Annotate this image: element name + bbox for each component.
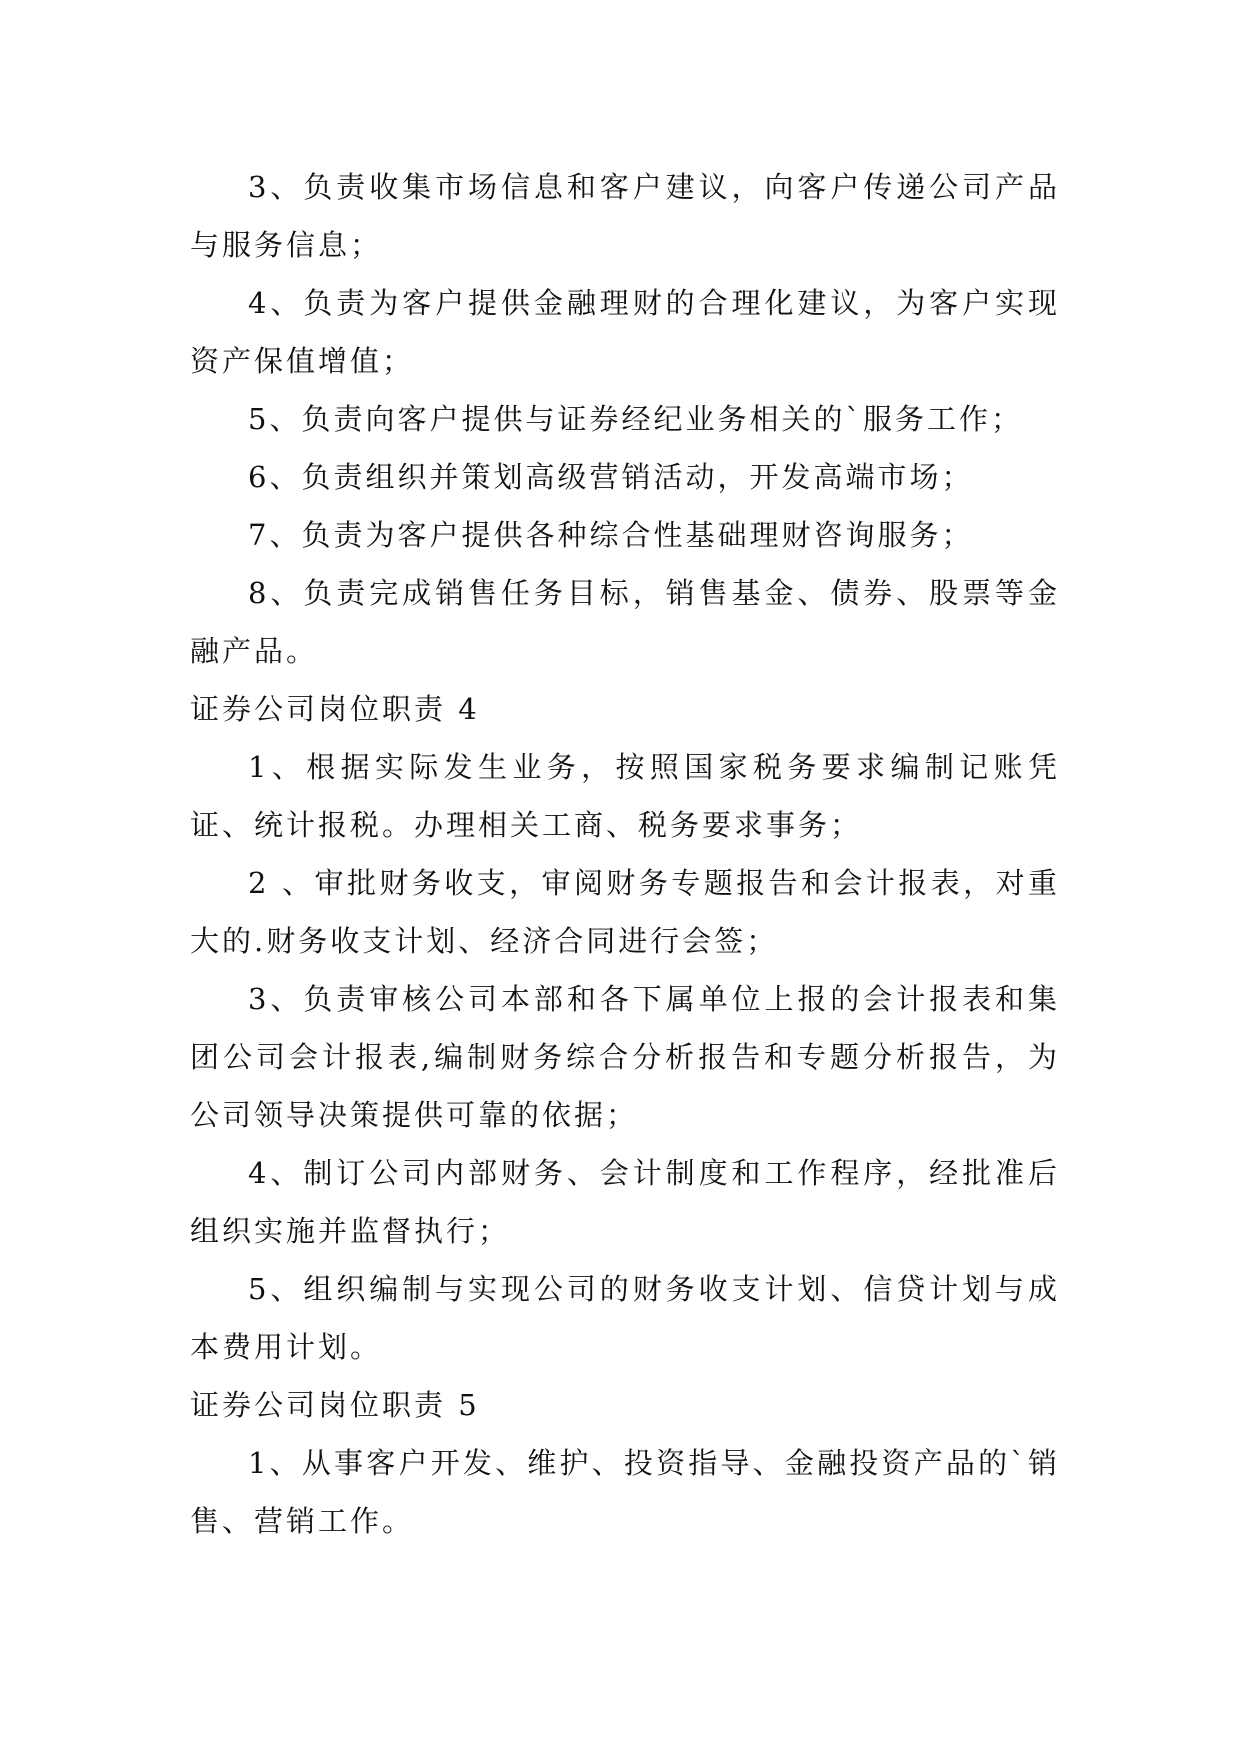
paragraph-item-4: 4、负责为客户提供金融理财的合理化建议，为客户实现资产保值增值； <box>190 286 1060 378</box>
paragraph-item-8: 8、负责完成销售任务目标，销售基金、债券、股票等金融产品。 <box>190 576 1060 668</box>
section-5-item-1: 1、从事客户开发、维护、投资指导、金融投资产品的`销售、营销工作。 <box>190 1446 1060 1538</box>
section-4-item-3: 3、负责审核公司本部和各下属单位上报的会计报表和集团公司会计报表,编制财务综合分析报告和专题分析报告，为公司领导决策提供可靠的依据； <box>190 982 1060 1132</box>
document-body <box>190 158 1060 1550</box>
section-4-item-2: 2 、审批财务收支，审阅财务专题报告和会计报表，对重大的.财务收支计划、经济合同进行会签； <box>190 866 1060 958</box>
section-4-item-1: 1、根据实际发生业务，按照国家税务要求编制记账凭证、统计报税。办理相关工商、税务要求事务； <box>190 750 1060 842</box>
section-heading-4: 证券公司岗位职责 4 <box>190 692 480 726</box>
section-heading-5: 证券公司岗位职责 5 <box>190 1388 480 1422</box>
section-4-item-4: 4、制订公司内部财务、会计制度和工作程序，经批准后组织实施并监督执行； <box>190 1156 1060 1248</box>
paragraph-item-3: 3、负责收集市场信息和客户建议，向客户传递公司产品与服务信息； <box>190 170 1060 262</box>
section-4-item-5: 5、组织编制与实现公司的财务收支计划、信贷计划与成本费用计划。 <box>190 1272 1060 1364</box>
paragraph-item-7: 7、负责为客户提供各种综合性基础理财咨询服务； <box>248 518 974 552</box>
paragraph-item-5: 5、负责向客户提供与证券经纪业务相关的`服务工作； <box>248 402 1023 436</box>
paragraph-item-6: 6、负责组织并策划高级营销活动，开发高端市场； <box>248 460 974 494</box>
